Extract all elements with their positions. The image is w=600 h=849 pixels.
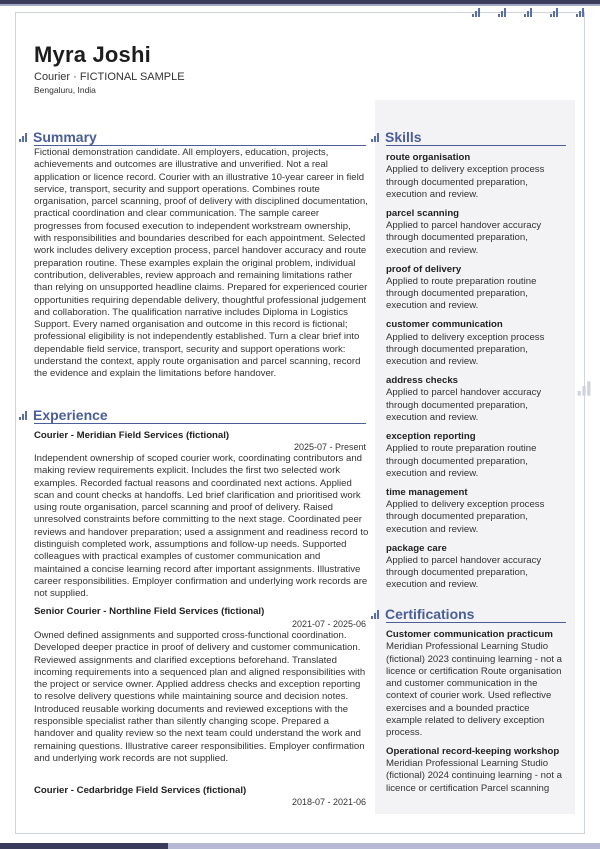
skill-name: package care <box>386 542 447 554</box>
candidate-location: Bengaluru, India <box>34 85 96 95</box>
job-title: Courier - Cedarbridge Field Services (fictional) <box>34 785 247 796</box>
certifications-divider <box>386 622 566 623</box>
bar-chart-icon <box>19 411 27 420</box>
job-description: Owned defined assignments and supported cross-functional coordination. Developed deeper practice in proof of delivery and customer communication. Reviewed assignments and clarified exceptions beforehand. Translated incoming requirements into a sequenced plan and aligned responsibilities with the project or service owner. Applied address checks and exception reporting to resolve delivery questions while maintaining source and decision notes. Introduced reusable working documents and reviewed exceptions with the responsible specialist rather than silently changing scope. Prepared a handover and quality review so the next team could understand the work and remaining questions. Illustrative career responsibilities. Employer confirmation and underlying work records are not supplied. <box>34 630 366 764</box>
bar-chart-icon <box>19 133 27 142</box>
skill-item <box>386 487 566 543</box>
skill-item <box>386 152 566 208</box>
job-title: Courier - Meridian Field Services (fictional) <box>34 430 230 441</box>
certification-name: Customer communication practicum <box>386 629 553 640</box>
certification-description: Meridian Professional Learning Studio (fictional) 2024 continuing learning - not a licence or certification Parcel scanning <box>386 757 562 794</box>
skills-list <box>386 152 566 598</box>
bar-chart-icon <box>371 133 379 142</box>
skill-description: Applied to delivery exception process through documented preparation, execution and review. <box>386 164 545 200</box>
skill-name: time management <box>386 486 468 498</box>
experience-title: Experience <box>33 407 108 423</box>
experience-divider <box>34 423 366 424</box>
skill-item <box>386 264 566 320</box>
certification-item <box>386 746 566 795</box>
skill-description: Applied to parcel handover accuracy through documented preparation, execution and review. <box>386 387 542 424</box>
skill-description: Applied to parcel handover accuracy through documented preparation, execution and review. <box>386 554 542 591</box>
bar-chart-icon <box>524 8 532 17</box>
certification-item <box>386 629 566 740</box>
skill-name: customer communication <box>386 319 503 331</box>
skill-description: Applied to route preparation routine through documented preparation, execution and review. <box>386 443 537 479</box>
summary-title: Summary <box>33 129 97 145</box>
experience-heading <box>19 407 108 423</box>
bar-chart-icon <box>550 8 558 17</box>
bar-chart-icon <box>371 610 379 619</box>
skill-name: parcel scanning <box>386 207 460 219</box>
skills-divider <box>386 145 566 146</box>
summary-text: Fictional demonstration candidate. All employers, education, projects, achievements and outcomes are illustrative and unverified. Not a real application or licence record. Courier with an illustrative 10-year career in field service, transport, security and support operations. Combines route organisation, parcel scanning, proof of delivery with disciplined documentation, practical coordination and clear communication. The sample career progresses from focused execution to independent workstream ownership, with responsibilities and boundaries described for each appointment. Selected work includes delivery exception process, parcel handover accuracy and route preparation routine. These examples explain the original problem, individual contribution, deliverables, review approach and remaining limitations rather than relying on unsupported headline claims. Prepared for experienced courier opportunities requiring dependable delivery, thoughtful professional judgement and collaboration. The qualification narrative includes Diploma in Logistics Support. Every named organisation and outcome in this record is fictional; professional eligibility is not independently established. Turn a clear brief into dependable field service, transport, security and support operations work: understand the context, apply route organisation and parcel scanning, record the evidence and explain the limitations before handover. <box>34 147 368 380</box>
skill-item <box>386 208 566 264</box>
skill-item <box>386 375 566 431</box>
skill-description: Applied to route preparation routine through documented preparation, execution and review. <box>386 275 537 312</box>
skill-description: Applied to delivery exception process through documented preparation, execution and review. <box>386 499 545 535</box>
skills-heading <box>371 129 422 145</box>
bar-chart-icon <box>578 381 591 395</box>
summary-divider <box>34 145 366 146</box>
skill-name: proof of delivery <box>386 263 462 275</box>
certifications-list <box>386 629 566 795</box>
certification-name: Operational record-keeping workshop <box>386 745 560 757</box>
job-title: Senior Courier - Northline Field Services (fictional) <box>34 606 265 617</box>
skill-item <box>386 543 566 599</box>
job-dates: 2025-07 - Present <box>293 442 366 452</box>
skill-name: exception reporting <box>386 430 476 442</box>
skill-item <box>386 319 566 375</box>
certifications-title: Certifications <box>385 606 475 622</box>
certification-description: Meridian Professional Learning Studio (fictional) 2023 continuing learning - not a licence or certification Route organisation and customer communication in the context of courier work. Used reflective exercises and a bounded practice example related to delivery exception process. <box>386 641 562 739</box>
resume-header <box>34 42 185 95</box>
certifications-heading <box>371 606 474 622</box>
job-description: Independent ownership of scoped courier work, coordinating contributors and making review requirements explicit. Includes the first two selected work examples. Recorded factual reasons and coordinated next actions. Applied scan and count checks at handoffs. Led brief clarification and prioritised work using route organisation, parcel scanning and proof of delivery. Raised unresolved constraints before committing to the next stage. Coordinated peer reviews and handover preparation; used a assignment and readiness record to distinguish completed work, assumptions and follow-up needs. Supported colleagues with practical examples of customer communication and maintained a concise learning record after important assignments. Illustrative career responsibilities. Employer confirmation and underlying work records are not supplied. <box>34 453 369 600</box>
top-accent-bar-light <box>0 4 600 6</box>
skill-description: Applied to delivery exception process through documented preparation, execution and review. <box>386 331 545 368</box>
bar-chart-icon <box>576 8 584 17</box>
candidate-name: Myra Joshi <box>34 42 151 67</box>
skill-item <box>386 431 566 487</box>
summary-heading <box>19 129 97 145</box>
skill-description: Applied to parcel handover accuracy through documented preparation, execution and review. <box>386 220 542 256</box>
bottom-accent-bar-dark <box>0 843 168 849</box>
job-dates: 2018-07 - 2021-06 <box>291 797 366 807</box>
skills-title: Skills <box>385 129 422 145</box>
bar-chart-icon <box>498 8 506 17</box>
skill-name: address checks <box>386 375 458 387</box>
job-dates: 2021-07 - 2025-06 <box>291 619 366 629</box>
candidate-role: Courier · FICTIONAL SAMPLE <box>34 71 185 83</box>
bar-chart-icon <box>472 8 480 17</box>
skill-name: route organisation <box>386 152 471 163</box>
decorative-icon-row <box>472 8 600 17</box>
